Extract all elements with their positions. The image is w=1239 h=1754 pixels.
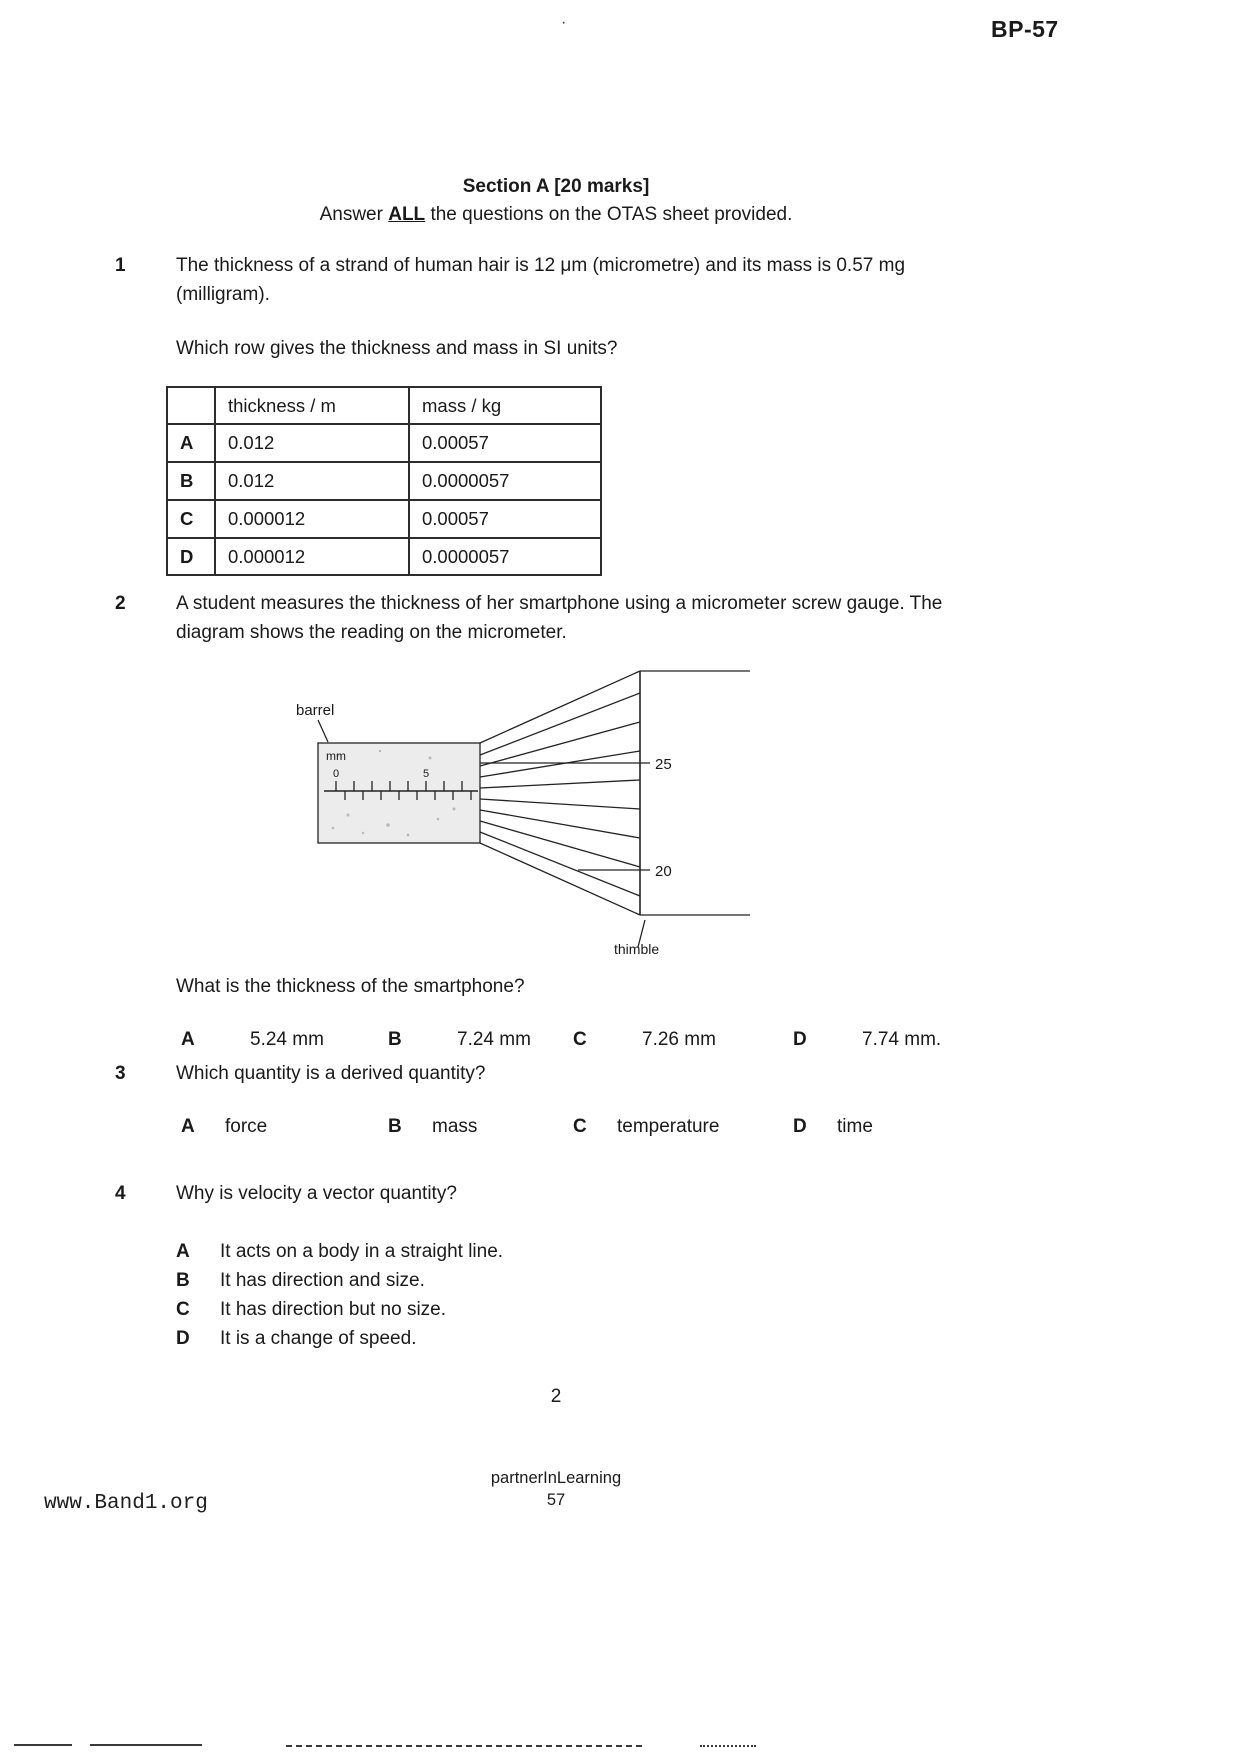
q2-option-c-label: C (573, 1028, 587, 1050)
question-3-options (176, 1113, 1005, 1143)
question-3 (115, 1060, 1005, 1143)
row-b-thickness: 0.012 (215, 462, 409, 500)
row-a-option: A (167, 424, 215, 462)
row-d-option: D (167, 538, 215, 576)
question-4-options (176, 1237, 1005, 1353)
q2-option-a (181, 1026, 324, 1055)
q4-option-b-text: It has direction and size. (220, 1269, 425, 1291)
main-scale-number-5: 5 (422, 768, 430, 780)
q4-option-c-label: C (176, 1298, 190, 1320)
instruction-suffix: the questions on the OTAS sheet provided. (425, 204, 793, 225)
q3-option-c-text: temperature (617, 1115, 720, 1137)
question-2-text: A student measures the thickness of her smartphone using a micrometer screw gauge. The diagram shows the reading on the micrometer. (176, 593, 943, 643)
scan-artifact-line (14, 1744, 72, 1746)
table-row-d (167, 538, 601, 576)
main-scale-number-0: 0 (332, 768, 340, 780)
q2-option-b-label: B (388, 1028, 402, 1050)
question-3-text: Which quantity is a derived quantity? (176, 1063, 486, 1084)
q3-option-a (181, 1113, 267, 1142)
mm-unit-label: mm (326, 749, 346, 763)
question-1-body (176, 252, 984, 576)
row-b-option: B (167, 462, 215, 500)
q2-option-d-text: 7.74 mm. (862, 1028, 942, 1050)
question-2-prompt: What is the thickness of the smartphone? (176, 976, 525, 997)
question-1-table (166, 386, 602, 577)
question-3-body (176, 1060, 1005, 1143)
q3-option-b-label: B (388, 1115, 402, 1137)
question-2-options (176, 1026, 954, 1056)
instruction-emphasis: ALL (388, 204, 426, 225)
table-row-c (167, 500, 601, 538)
q4-option-a (176, 1237, 1005, 1266)
thimble-scale-20: 20 (655, 863, 672, 880)
row-c-option: C (167, 500, 215, 538)
q2-option-b (388, 1026, 531, 1055)
question-2-number: 2 (115, 593, 126, 614)
watermark-url: www.Band1.org (44, 1492, 208, 1515)
q4-option-a-label: A (176, 1240, 190, 1262)
question-2-body (176, 590, 954, 1056)
row-a-mass: 0.00057 (409, 424, 601, 462)
q2-option-a-text: 5.24 mm (250, 1028, 324, 1050)
table-header-thickness: thickness / m (215, 387, 409, 425)
q3-option-a-label: A (181, 1115, 195, 1137)
q4-option-a-text: It acts on a body in a straight line. (220, 1240, 504, 1262)
section-instruction (156, 204, 956, 226)
q2-option-c-text: 7.26 mm (642, 1028, 716, 1050)
scan-artifact-line (286, 1745, 642, 1747)
question-4 (115, 1180, 1005, 1353)
scan-artifact-line (90, 1744, 202, 1746)
section-title: Section A [20 marks] (462, 176, 650, 197)
scan-artifact-line (700, 1745, 756, 1747)
q3-option-c-label: C (573, 1115, 587, 1137)
barrel-label: barrel (296, 702, 335, 719)
table-header-mass: mass / kg (409, 387, 601, 425)
q2-option-a-label: A (181, 1028, 195, 1050)
q2-option-d (793, 1026, 941, 1055)
instruction-prefix: Answer (319, 204, 389, 225)
footer-page-code: 57 (546, 1491, 566, 1509)
q3-option-c (573, 1113, 719, 1142)
q3-option-d-label: D (793, 1115, 807, 1137)
q3-option-b (388, 1113, 477, 1142)
row-c-thickness: 0.000012 (215, 500, 409, 538)
q3-option-b-text: mass (432, 1115, 478, 1137)
thimble-scale-25: 25 (655, 756, 672, 773)
scan-artifact-dot: · (561, 14, 567, 31)
q2-option-c (573, 1026, 716, 1055)
question-4-text: Why is velocity a vector quantity? (176, 1183, 457, 1204)
footer-brand: partnerInLearning (490, 1469, 622, 1487)
q4-option-b-label: B (176, 1269, 190, 1291)
q3-option-d (793, 1113, 873, 1142)
question-1 (115, 252, 1005, 576)
table-header-blank (167, 387, 215, 425)
thimble-label: thimble (614, 941, 660, 957)
q2-option-b-text: 7.24 mm (457, 1028, 531, 1050)
question-4-body (176, 1180, 1005, 1353)
row-c-mass: 0.00057 (409, 500, 601, 538)
page-number: 2 (550, 1386, 562, 1407)
question-1-prompt: Which row gives the thickness and mass in SI units? (176, 338, 618, 359)
table-row-b (167, 462, 601, 500)
q4-option-b (176, 1266, 1005, 1295)
q2-option-d-label: D (793, 1028, 807, 1050)
question-3-number: 3 (115, 1063, 126, 1084)
micrometer-linework (318, 671, 750, 947)
question-2 (115, 590, 1005, 1056)
q4-option-d (176, 1324, 1005, 1353)
q4-option-d-label: D (176, 1327, 190, 1349)
question-4-number: 4 (115, 1183, 126, 1204)
micrometer-diagram (288, 663, 768, 963)
q3-option-a-text: force (225, 1115, 268, 1137)
q4-option-c-text: It has direction but no size. (220, 1298, 447, 1320)
question-1-text: The thickness of a strand of human hair is 12 μm (micrometre) and its mass is 0.57 mg (milligram). (176, 255, 906, 305)
row-b-mass: 0.0000057 (409, 462, 601, 500)
q4-option-d-text: It is a change of speed. (220, 1327, 417, 1349)
table-header-row (167, 387, 601, 425)
question-1-number: 1 (115, 255, 126, 276)
row-d-mass: 0.0000057 (409, 538, 601, 576)
paper-code: BP-57 (991, 16, 1059, 42)
row-a-thickness: 0.012 (215, 424, 409, 462)
row-d-thickness: 0.000012 (215, 538, 409, 576)
table-row-a (167, 424, 601, 462)
q3-option-d-text: time (837, 1115, 873, 1137)
q4-option-c (176, 1295, 1005, 1324)
